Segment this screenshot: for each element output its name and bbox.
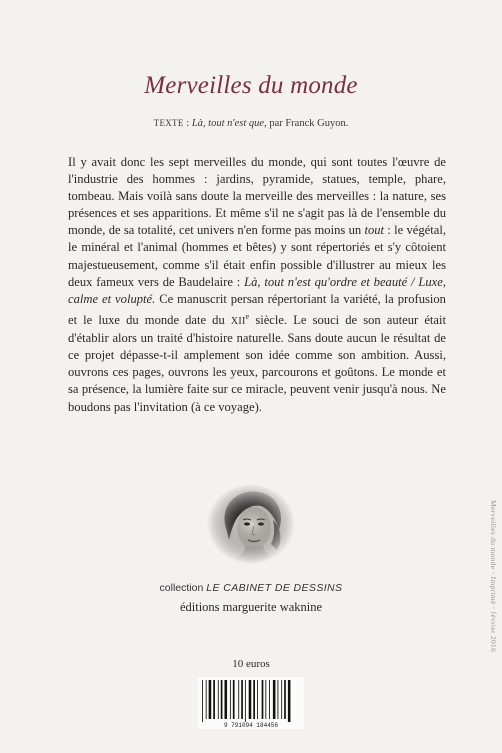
credit-separator: :	[183, 118, 192, 129]
barcode-bar	[221, 680, 223, 719]
barcode-bar	[225, 680, 228, 719]
credit-author: , par Franck Guyon.	[264, 118, 349, 129]
barcode-bar	[265, 680, 266, 719]
collection-name: LE CABINET DE DESSINS	[206, 582, 343, 594]
collection-prefix: collection	[159, 582, 207, 594]
barcode-bar	[238, 680, 239, 719]
credit-work-title: Là, tout n'est que	[191, 118, 265, 129]
price-label: 10 euros	[232, 658, 270, 670]
barcode-bar	[213, 680, 215, 719]
book-title: Merveilles du monde	[144, 72, 358, 99]
barcode-bar	[230, 680, 231, 719]
barcode-bar	[245, 680, 246, 722]
barcode-bar	[273, 680, 276, 719]
barcode-bar	[209, 680, 212, 719]
text-italic-tout: tout	[364, 223, 385, 238]
back-cover-text	[68, 154, 446, 416]
barcode-bar	[269, 680, 270, 719]
barcode-bar	[281, 680, 282, 719]
century-superscript: e	[245, 311, 250, 321]
spine-imprint: Merveilles du monde · Imprimé · février 2016	[489, 500, 498, 653]
credit-label: TEXTE	[153, 118, 184, 128]
barcode-bar	[241, 680, 243, 719]
barcode-bar	[257, 680, 258, 719]
century-numeral: XII	[230, 316, 246, 328]
collection-line	[0, 582, 502, 594]
barcode-bar	[288, 680, 291, 722]
barcode-bar	[262, 680, 264, 719]
publisher-name: éditions marguerite waknine	[179, 600, 323, 614]
text-run: : le végétal, le minéral et l'animal (hommes et bêtes) y sont répertoriés et s'y côtoient majestueusement, comme s'il était enfin possible d'illustrer au mieux les deux fameux vers de Baudelaire :	[68, 223, 447, 289]
baudelaire-quote: Là, tout n'est qu'ordre et beauté / Luxe, calme et volupté.	[68, 274, 446, 306]
text-run: Il y avait donc les sept merveilles du monde, qui sont toutes l'œuvre de l'industrie des hommes : jardins, pyramide, statues, temple, phare, tombeau. Mais voilà sans doute la merveille des merveilles : la nature, ses présences et ses apparitions. Et même s'il ne s'agit pas là de l'ensemble du monde, de sa totalité, cet univers n'en forme pas moins un	[68, 155, 446, 238]
barcode-digits: 9 791094 184456	[223, 722, 279, 729]
back-cover-paragraph	[68, 154, 446, 416]
barcode-bar	[253, 680, 255, 719]
barcode-bar	[278, 680, 279, 719]
text-run: siècle. Le souci de son auteur était d'établir alors un traité d'histoire naturelle. Sans doute aucun le résultat de ce projet dépasse-t-il amplement son idée comme son ambition. Aussi, ouvrons ces pages, ouvrons les yeux, parcourons et goûtons. Le monde et sa présence, la lumière faite sur ce miracle, peuvent venir jusqu'à nous. Ne boudons pas l'invitation (à ce voyage).	[68, 313, 447, 414]
barcode-bar	[233, 680, 235, 719]
barcode-bar	[218, 680, 219, 719]
author-portrait-image	[207, 484, 295, 564]
barcode-bar	[206, 680, 207, 719]
barcode-bar	[249, 680, 252, 719]
text-credit	[0, 118, 502, 129]
isbn-barcode	[198, 677, 304, 729]
barcode-bar	[284, 680, 286, 719]
text-run: Ce manuscrit persan répertoriant la variété, la profusion et le luxe du monde date du	[68, 291, 446, 328]
barcode-bar	[202, 680, 203, 722]
